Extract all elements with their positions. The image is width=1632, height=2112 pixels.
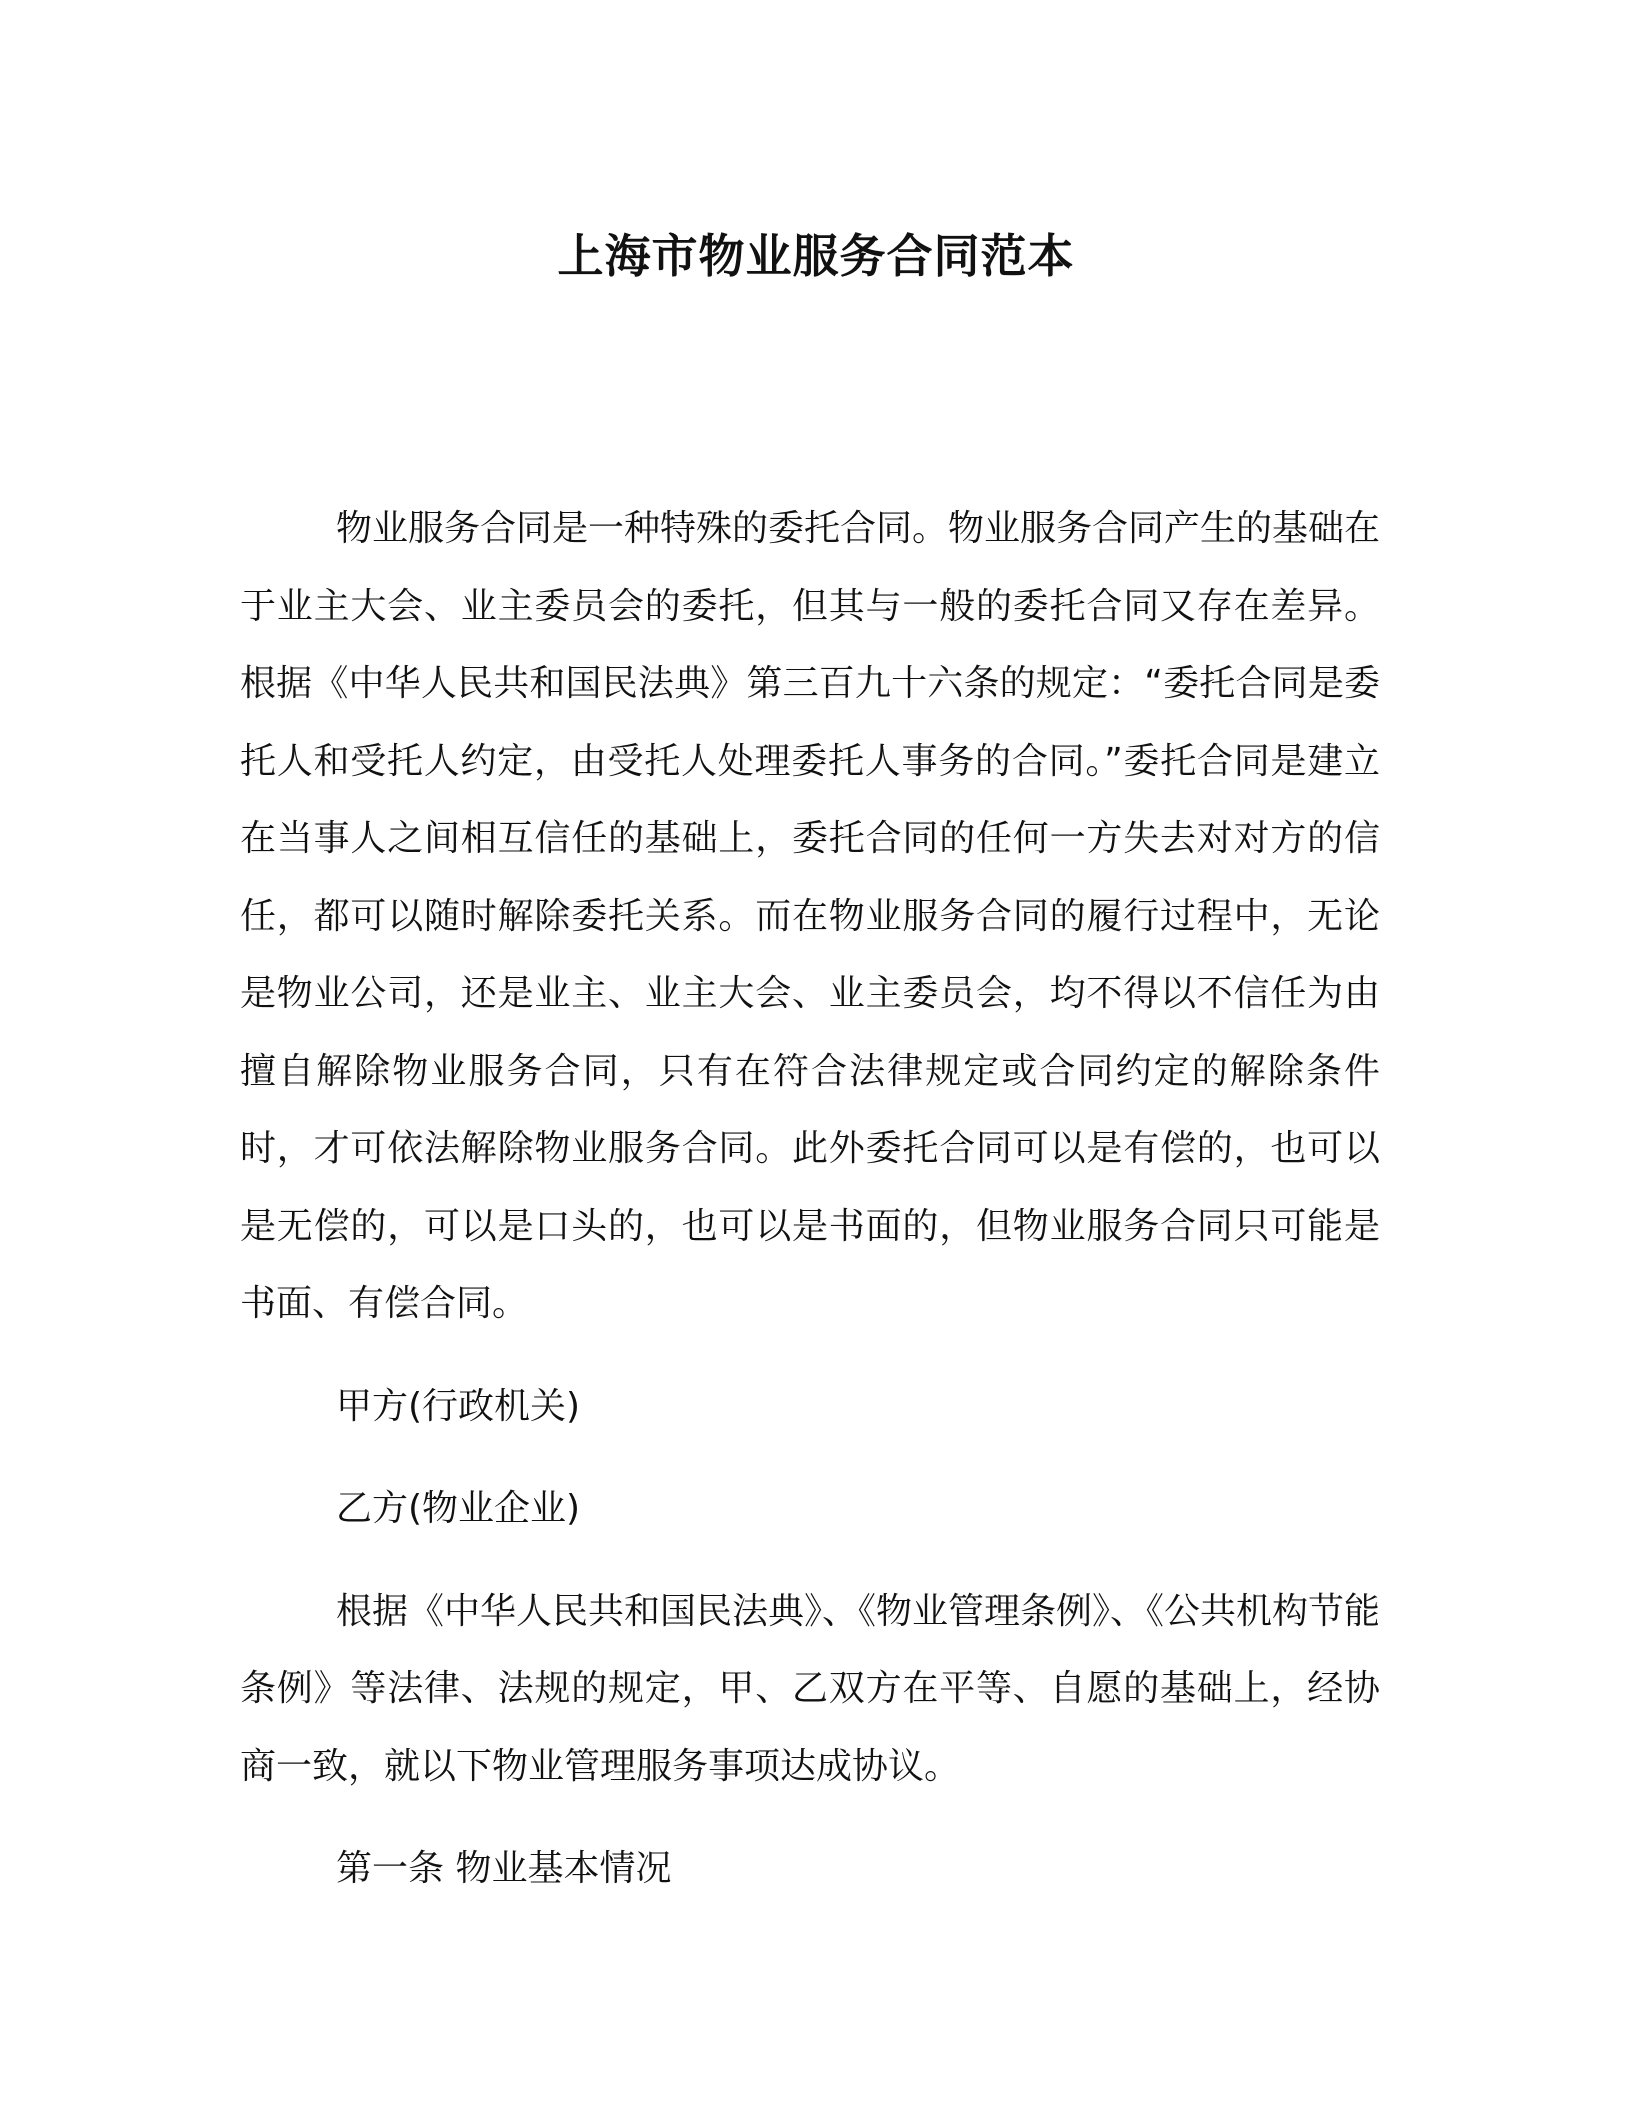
party-b-line: 乙方(物业企业) <box>336 1488 581 1529</box>
agreement-basis-paragraph: 根据《中华人民共和国民法典》、《物业管理条例》、《公共机构节能条例》等法律、法规的规定，甲、乙双方在平等、自愿的基础上，经协商一致，就以下物业管理服务事项达成协议。 <box>240 1590 1381 1787</box>
party-a-line: 甲方(行政机关) <box>336 1385 581 1427</box>
intro-paragraph: 物业服务合同是一种特殊的委托合同。物业服务合同产生的基础在于业主大会、业主委员会的委托，但其与一般的委托合同又存在差异。根据《中华人民共和国民法典》第三百九十六条的规定：“委托合同是委托人和受托人约定，由受托人处理委托人事务的合同。”委托合同是建立在当事人之间相互信任的基础上，委托合同的任何一方失去对对方的信任，都可以随时解除委托关系。而在物业服务合同的履行过程中，无论是物业公司，还是业主、业主大会、业主委员会，均不得以不信任为由擅自解除物业服务合同，只有在符合法律规定或合同约定的解除条件时，才可依法解除物业服务合同。此外委托合同可以是有偿的，也可以是无偿的，可以是口头的，也可以是书面的，但物业服务合同只可能是书面、有偿合同。 <box>240 508 1381 1324</box>
article-one-heading: 第一条 物业基本情况 <box>336 1848 672 1889</box>
document-body <box>240 490 1380 1908</box>
document-title: 上海市物业服务合同范本 <box>557 229 1075 283</box>
